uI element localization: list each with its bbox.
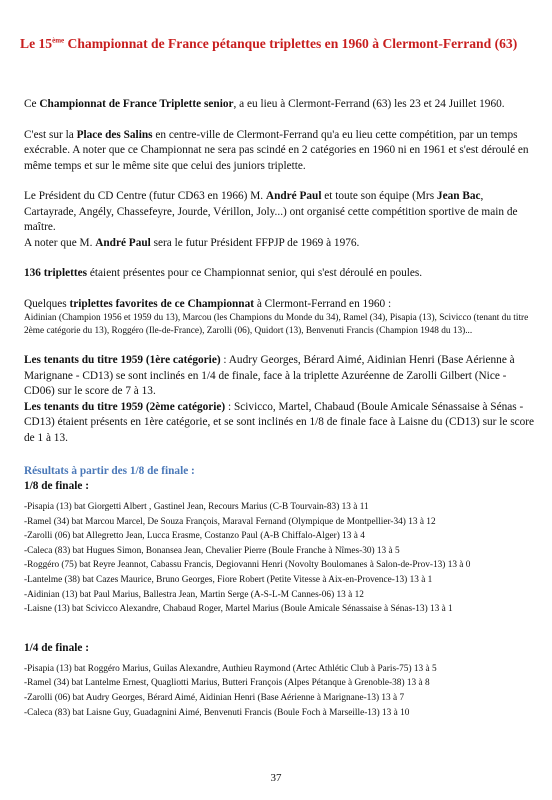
result-row: -Lantelme (38) bat Cazes Maurice, Bruno Georges, Fiore Robert (Petite Vitesse à Aix-en-Provence-13) 13 à 1 bbox=[24, 574, 433, 585]
results-heading: Résultats à partir des 1/8 de finale : bbox=[24, 465, 195, 477]
title-superscript: ème bbox=[52, 36, 65, 45]
result-row: -Pisapia (13) bat Giorgetti Albert , Gastinel Jean, Recours Marius (C-B Tourvain-83) 13 à 11 bbox=[24, 502, 369, 512]
paragraph-favorites-list: Aidinian (Champion 1956 et 1959 du 13), Marcou (les Champions du Monde du 34), Ramel (34), Pisapia (13), Scivicco (tenant du titre 2ème catégorie du 13), Roggéro (Ile-de-France), Zarolli (06), Quidort (13), Benvenuti Francis (Champion 1948 du 13)... bbox=[24, 313, 529, 336]
paragraph-participants: 136 triplettes étaient présentes pour ce Championnat senior, qui s'est déroulé en poules. bbox=[24, 267, 423, 279]
result-row: -Zarolli (06) bat Allegretto Jean, Lucca Erasme, Costanzo Paul (A-B Chiffalo-Alger) 13 à 4 bbox=[24, 531, 365, 542]
paragraph-location: C'est sur la Place des Salins en centre-ville de Clermont-Ferrand qu'a eu lieu cette compétition, par un temps exécrable. A noter que ce Championnat ne sera pas scindé en 2 catégories en 1960 ni en 1961 et s'est déroulé en même temps et sur le même site que celui des juniors triplette. bbox=[24, 128, 529, 172]
result-row: -Ramel (34) bat Lantelme Ernest, Quagliotti Marius, Butteri François (Alpes Pétanque à Grenoble-38) 13 à 8 bbox=[24, 678, 430, 689]
paragraph-organizers: Le Président du CD Centre (futur CD63 en 1966) M. André Paul et toute son équipe (Mrs Jean Bac, Cartayrade, Angély, Chassefeyre, Jourde, Vérillon, Joly...) ont organisé cette compétition sportive de main de maître. bbox=[24, 190, 518, 233]
title-text: Le 15 bbox=[20, 36, 53, 51]
paragraph-title-holders-2: Les tenants du titre 1959 (2ème catégorie) : Scivicco, Martel, Chabaud (Boule Amicale Sénassaise à Sénas - CD13) étaient présents en 1ère catégorie, et se sont inclinés en 1/8 de finale face à Laisne du (CD13) sur le score de 1 à 13. bbox=[24, 400, 535, 444]
result-row: -Roggéro (75) bat Reyre Jeannot, Cabassu Francis, Degiovanni Henri (Novolty Boulomanes à Salon-de-Prov-13) 13 à 0 bbox=[24, 560, 471, 571]
result-row: -Laisne (13) bat Scivicco Alexandre, Chabaud Roger, Martel Marius (Boule Amicale Sénassaise à Sénas-13) 13 à 1 bbox=[24, 604, 453, 615]
eighth-final-results bbox=[24, 500, 536, 617]
result-row: -Ramel (34) bat Marcou Marcel, De Souza François, Maraval Fernand (Olympique de Montpellier-34) 13 à 12 bbox=[24, 516, 436, 527]
paragraph-title-holders-1: Les tenants du titre 1959 (1ère catégorie) : Audry Georges, Bérard Aimé, Aidinian Henri (Base Aérienne à Marignane - CD13) se sont inclinés en 1/4 de finale, face à la triplette Azuréenne de Zarolli Gilbert (Nice - CD06) sur le score de 7 à 13. bbox=[24, 354, 515, 397]
quarter-final-heading: 1/4 de finale : bbox=[24, 641, 89, 654]
result-row: -Caleca (83) bat Laisne Guy, Guadagnini Aimé, Benvenuti Francis (Boule Foch à Marseille-13) 13 à 10 bbox=[24, 707, 410, 718]
result-row: -Zarolli (06) bat Audry Georges, Bérard Aimé, Aidinian Henri (Base Aérienne à Marignane-13) 13 à 7 bbox=[24, 692, 405, 703]
page-number: 37 bbox=[270, 772, 282, 784]
eighth-final-heading: 1/8 de finale : bbox=[24, 480, 89, 492]
paragraph-president-note: A noter que M. André Paul sera le futur Président FFPJP de 1969 à 1976. bbox=[24, 236, 360, 249]
title-text-rest: Championnat de France pétanque triplettes en 1960 à Clermont-Ferrand (63) bbox=[64, 36, 518, 51]
paragraph-favorites-heading: Quelques triplettes favorites de ce Championnat à Clermont-Ferrand en 1960 : bbox=[24, 297, 392, 310]
quarter-final-results bbox=[24, 662, 536, 720]
result-row: -Aidinian (13) bat Paul Marius, Ballestra Jean, Martin Serge (A-S-L-M Cannes-06) 13 à 12 bbox=[24, 589, 364, 600]
article-body bbox=[24, 97, 536, 720]
result-row: -Pisapia (13) bat Roggéro Marius, Guilas Alexandre, Authieu Raymond (Artec Athlétic Club à Paris-75) 13 à 5 bbox=[24, 663, 437, 674]
page-title bbox=[20, 36, 540, 52]
paragraph-intro: Ce Championnat de France Triplette senior, a eu lieu à Clermont-Ferrand (63) les 23 et 24 Juillet 1960. bbox=[24, 98, 505, 110]
result-row: -Caleca (83) bat Hugues Simon, Bonansea Jean, Chevalier Pierre (Boule Franche à Nîmes-30) 13 à 5 bbox=[24, 545, 400, 556]
